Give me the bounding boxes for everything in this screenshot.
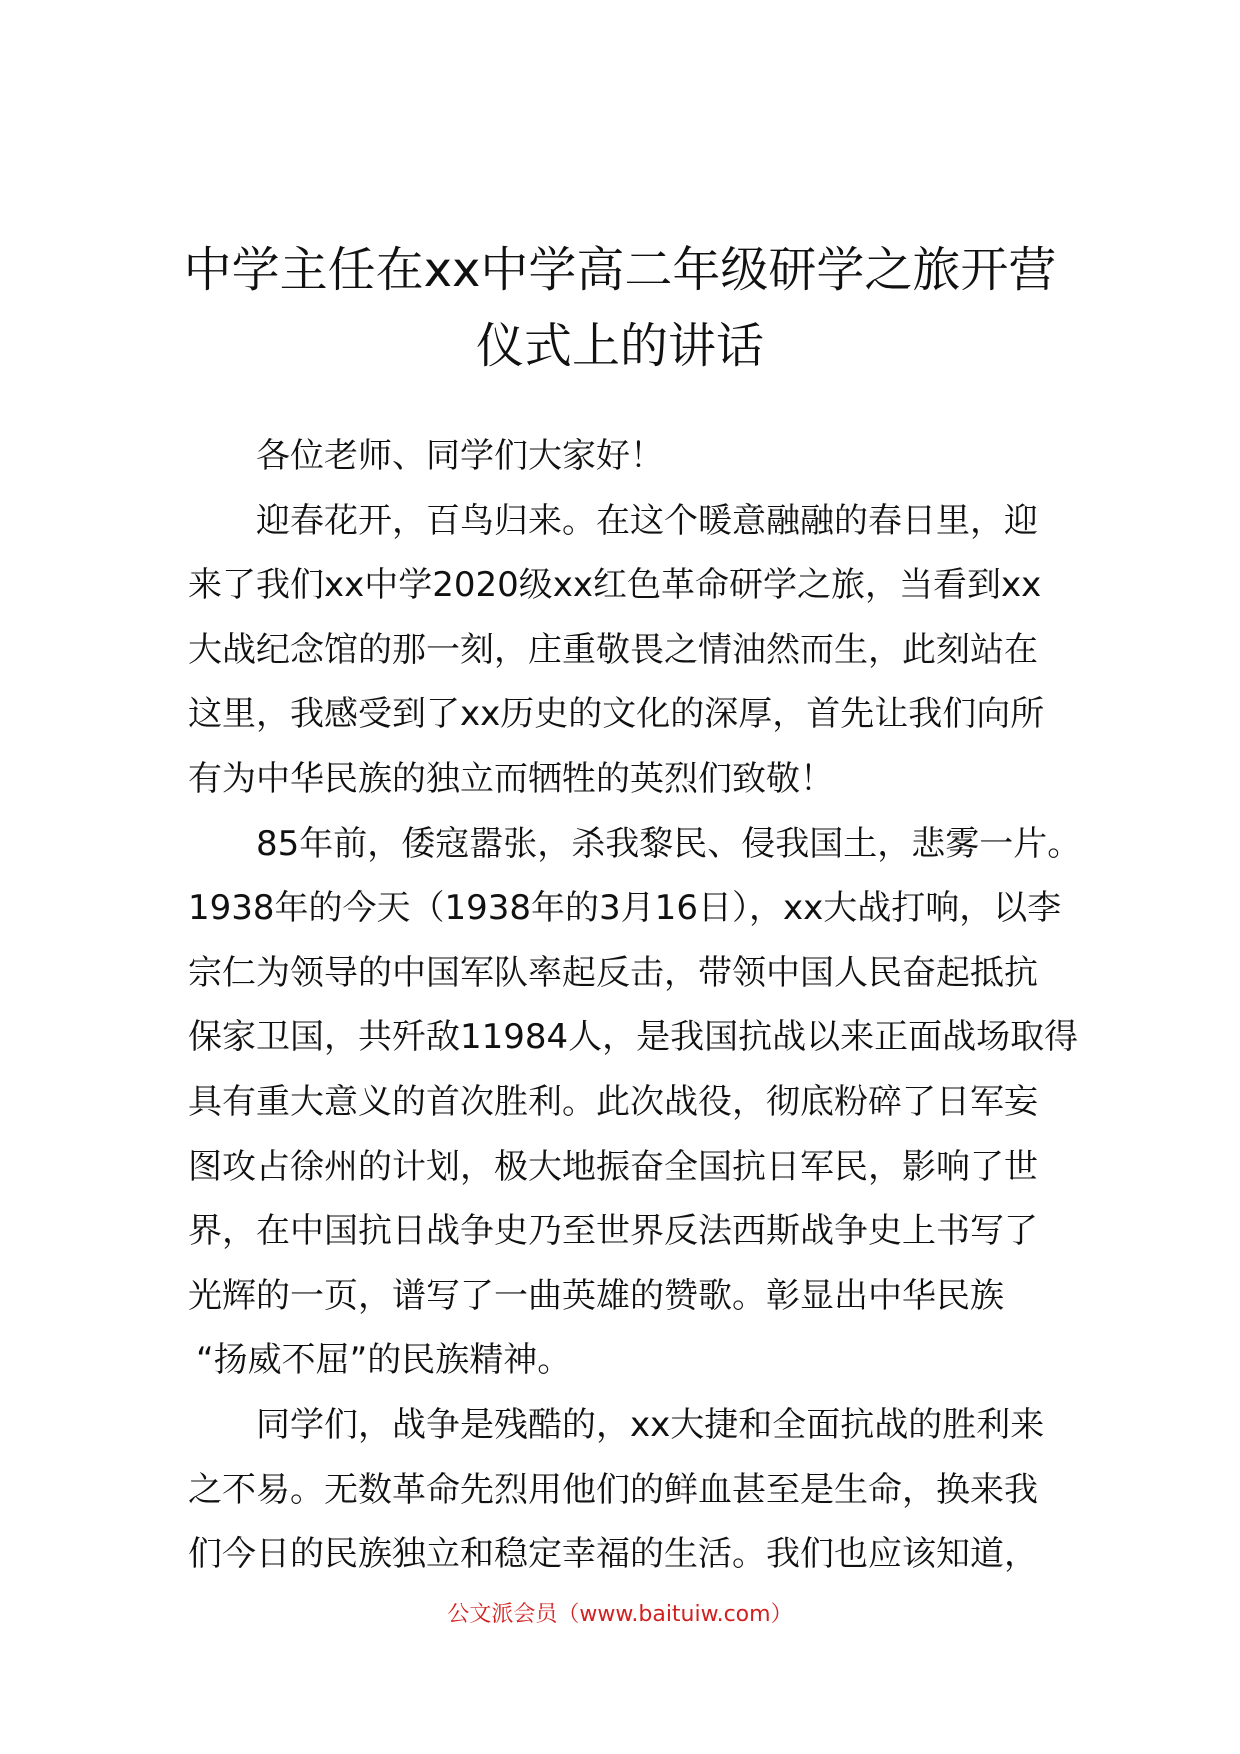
paragraph-line: 迎春花开，百鸟归来。在这个暖意融融的春日里，迎 [256, 500, 1038, 541]
title-line-2: 仪式上的讲话 [475, 318, 764, 374]
footer-watermark: 公文派会员（www.baituiw.com） [447, 1602, 793, 1627]
paragraph-line: 宗仁为领导的中国军队率起反击，带领中国人民奋起抵抗 [188, 952, 1038, 993]
paragraph-line: 具有重大意义的首次胜利。此次战役，彻底粉碎了日军妄 [188, 1081, 1038, 1122]
paragraph-line: 来了我们xx中学2020级xx红色革命研学之旅，当看到xx [188, 565, 1042, 606]
paragraph-line: 同学们，战争是残酷的，xx大捷和全面抗战的胜利来 [256, 1404, 1045, 1445]
title-line-1: 中学主任在xx中学高二年级研学之旅开营 [183, 242, 1057, 298]
paragraph-line: 图攻占徐州的计划，极大地振奋全国抗日军民，影响了世 [188, 1146, 1038, 1187]
paragraph-line: 这里，我感受到了xx历史的文化的深厚，首先让我们向所 [188, 694, 1045, 735]
greeting-line: 各位老师、同学们大家好！ [256, 436, 664, 476]
paragraph-line: 界，在中国抗日战争史乃至世界反法西斯战争史上书写了 [188, 1211, 1038, 1252]
paragraph-line: 光辉的一页，谱写了一曲英雄的赞歌。彰显出中华民族 [188, 1275, 1004, 1316]
paragraph-line: 有为中华民族的独立而牺牲的英烈们致敬！ [188, 758, 834, 799]
document-body [188, 424, 1082, 1587]
document-title [150, 232, 1090, 384]
paragraph-line: 大战纪念馆的那一刻，庄重敬畏之情油然而生，此刻站在 [188, 629, 1038, 670]
paragraph-line: 保家卫国，共歼敌11984人，是我国抗战以来正面战场取得 [188, 1017, 1079, 1058]
paragraph-line: “扬威不屈”的民族精神。 [196, 1340, 572, 1381]
paragraph-line: 85年前，倭寇嚣张，杀我黎民、侵我国土，悲雾一片。 [256, 823, 1082, 864]
paragraph-line: 1938年的今天（1938年的3月16日），xx大战打响，以李 [188, 888, 1062, 929]
paragraph-line: 们今日的民族独立和稳定幸福的生活。我们也应该知道， [188, 1534, 1038, 1575]
paragraph-line: 之不易。无数革命先烈用他们的鲜血甚至是生命，换来我 [188, 1469, 1038, 1510]
